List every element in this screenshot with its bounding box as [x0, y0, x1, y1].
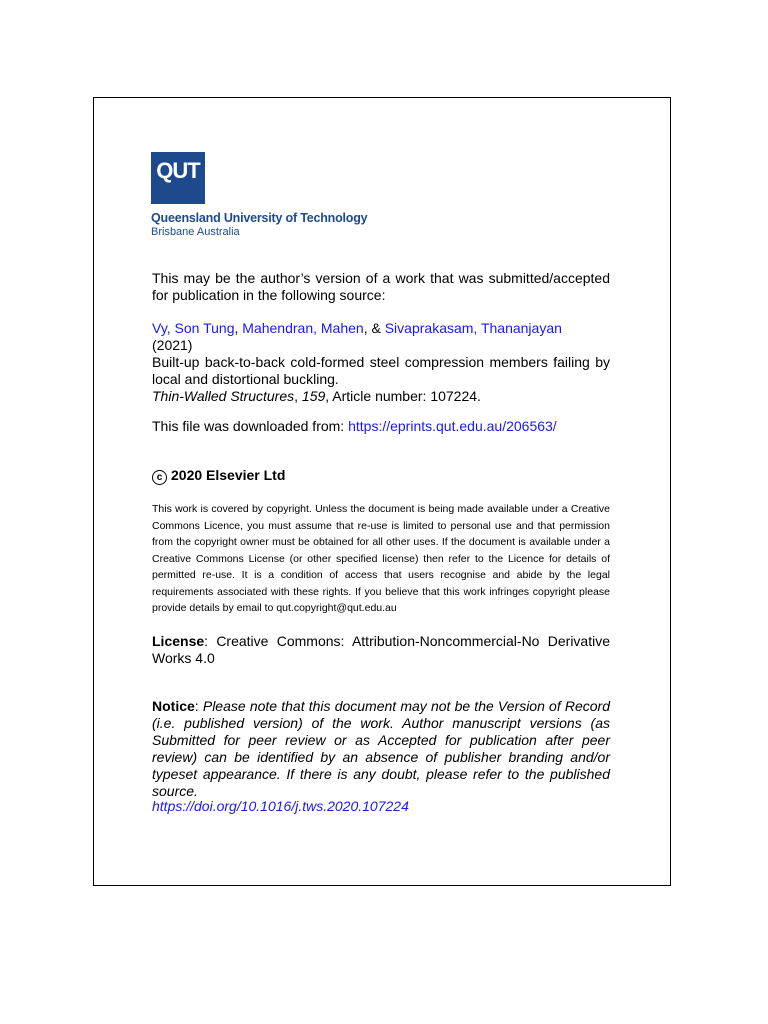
download-line — [152, 418, 610, 435]
author-separator: , — [234, 320, 243, 336]
copyright-icon: c — [152, 470, 167, 485]
doi-link[interactable]: https://doi.org/10.1016/j.tws.2020.107224 — [152, 798, 409, 814]
qut-logo — [151, 152, 205, 204]
author-link-mahendran[interactable]: Mahendran, Mahen — [242, 320, 364, 336]
license-statement — [152, 633, 610, 667]
notice-statement: Notice: Please note that this document may not be the Version of Record (i.e. published version) of the work. Author manuscript versions (as Submitted for peer review or as Accepted for publication after peer review) can be identified by an absence of publisher branding and/or typeset appearance. If there is any doubt, please refer to the published source. — [152, 698, 610, 799]
university-tagline — [151, 211, 367, 238]
intro-text: This may be the author’s version of a work that was submitted/accepted for publication in the following source: — [152, 270, 610, 303]
article-title: Built-up back-to-back cold-formed steel compression members failing by local and distortional buckling. — [152, 354, 610, 387]
journal-name: Thin-Walled Structures — [152, 388, 295, 404]
university-location: Brisbane Australia — [151, 226, 240, 238]
copyright-holder: 2020 Elsevier Ltd — [171, 467, 286, 483]
copyright-heading — [152, 467, 610, 485]
doi-line — [152, 798, 610, 815]
notice-text: Please note that this document may not be the Version of Record (i.e. published version) of the work. Author manuscript versions (as Submitted for peer review or as Accepted for publication after peer review) can be identified by an absence of publisher branding and/or typeset appearance. If there is any doubt, please refer to the published source. — [152, 698, 610, 799]
notice-label: Notice — [152, 698, 195, 714]
journal-volume: 159 — [301, 388, 326, 404]
author-link-sivaprakasam[interactable]: Sivaprakasam, Thananjayan — [384, 320, 562, 336]
university-name: Queensland University of Technology — [151, 211, 368, 225]
citation-block — [152, 320, 610, 405]
qut-logo-mark: QUT — [156, 158, 200, 183]
author-separator: , & — [363, 320, 385, 336]
article-number: , Article number: 107224. — [325, 388, 481, 404]
author-link-vy[interactable]: Vy, Son Tung — [152, 320, 235, 336]
authors-line — [152, 320, 610, 337]
journal-separator: , — [294, 388, 302, 404]
eprints-link[interactable]: https://eprints.qut.edu.au/206563/ — [348, 418, 557, 434]
license-text: : Creative Commons: Attribution-Noncommercial-No Derivative Works 4.0 — [152, 633, 610, 666]
download-label: This file was downloaded from: — [152, 418, 349, 434]
copyright-text: This work is covered by copyright. Unless the document is being made available under a Creative Commons Licence, you must assume that re-use is limited to personal use and that permission from the copyright owner must be obtained for all other uses. If the document is available under a Creative Commons License (or other specified license) then refer to the Licence for details of permitted re-use. It is a condition of access that users recognise and abide by the legal requirements associated with these rights. If you believe that this work infringes copyright please provide details by email to qut.copyright@qut.edu.au — [152, 503, 610, 614]
license-label: License — [152, 633, 205, 649]
publication-year: (2021) — [152, 337, 193, 353]
journal-line — [152, 388, 610, 405]
